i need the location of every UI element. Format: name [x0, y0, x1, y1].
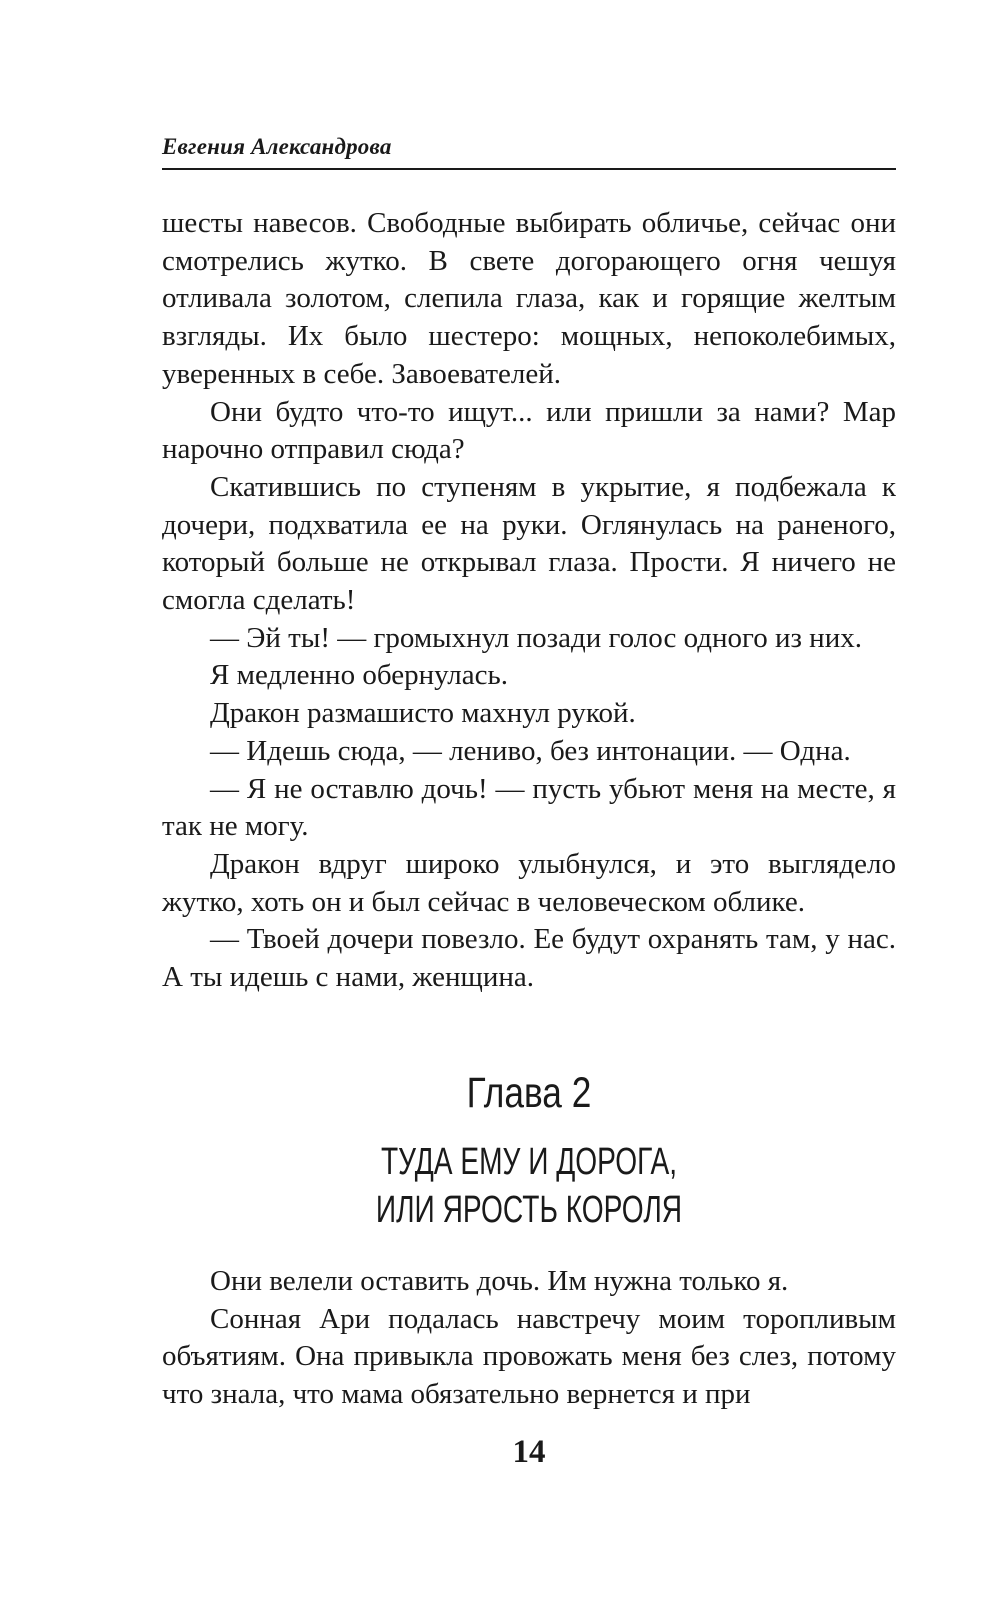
paragraph: Дракон размашисто махнул рукой. — [210, 697, 636, 730]
paragraph: Они будто что-то ищут... или пришли за нами? Мар нарочно отправил сюда? — [162, 395, 896, 466]
header-author: Евгения Александрова — [162, 134, 392, 159]
paragraph: Они велели оставить дочь. Им нужна только я. — [210, 1265, 789, 1297]
chapter-subtitle-line: ИЛИ ЯРОСТЬ КОРОЛЯ — [375, 1189, 683, 1231]
paragraph: — Твоей дочери повезло. Ее будут охранять там, у нас. А ты идешь с нами, женщина. — [162, 923, 896, 994]
chapter-subtitle — [257, 1138, 800, 1234]
paragraph: — Эй ты! — громыхнул позади голос одного из них. — [210, 621, 862, 654]
paragraph: Я медленно обернулась. — [210, 659, 509, 692]
paragraph: Дракон вдруг широко улыбнулся, и это выглядело жутко, хоть он и был сейчас в человеческом облике. — [162, 847, 896, 918]
chapter-title: Глава 2 — [466, 1069, 592, 1117]
paragraph: Сонная Ари подалась навстречу моим торопливым объятиям. Она привыкла провожать меня без слез, потому что знала, что мама обязательно вернется и при — [162, 1302, 896, 1411]
body-text-bottom — [162, 1263, 896, 1414]
paragraph: Скатившись по ступеням в укрытие, я подбежала к дочери, подхватила ее на руки. Оглянулась на раненого, который больше не открывал глаза. Прости. Я ничего не смогла сделать! — [162, 470, 896, 617]
page-number: 14 — [512, 1434, 546, 1470]
paragraph: шесты навесов. Свободные выбирать обличье, сейчас они смотрелись жутко. В свете догорающего огня чешуя отливала золотом, слепила глаза, как и горящие желтым взгляды. Их было шестеро: мощных, непоколебимых, уверенных в себе. Завоевателей. — [162, 207, 896, 390]
running-header — [162, 126, 896, 170]
body-text-top — [162, 205, 896, 997]
chapter-subtitle-line: ТУДА ЕМУ И ДОРОГА, — [380, 1141, 678, 1183]
paragraph: — Идешь сюда, — лениво, без интонации. — Одна. — [210, 734, 851, 767]
paragraph: — Я не оставлю дочь! — пусть убьют меня на месте, я так не могу. — [162, 772, 896, 843]
